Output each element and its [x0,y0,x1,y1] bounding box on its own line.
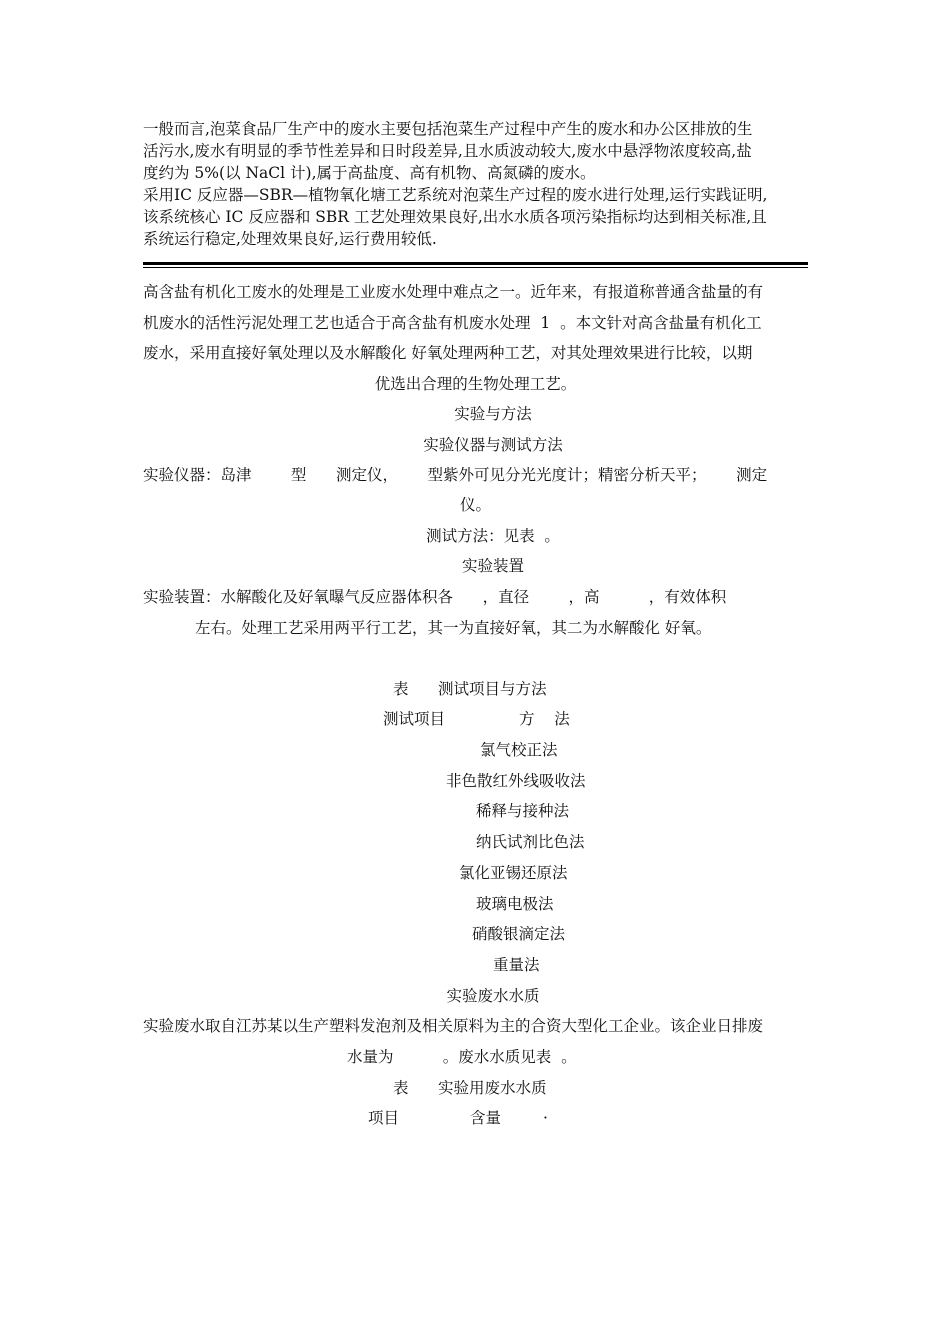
abstract-line-1: 一般而言,泡菜食品厂生产中的废水主要包括泡菜生产过程中产生的废水和办公区排放的生 [143,120,753,138]
intro-line-1: 高含盐有机化工废水的处理是工业废水处理中难点之一。近年来，有报道称普通含盐量的有 [143,283,764,301]
separator-rule-thick [143,262,808,265]
instruments-line-2: 仪。 [459,496,491,514]
test-method: 测试方法：见表 。 [426,527,560,545]
table1-method: 氯气校正法 [480,741,558,759]
separator-rule-thin [143,267,808,268]
intro-line-2: 机废水的活性污泥处理工艺也适合于高含盐有机废水处理 1 。本文针对高含盐量有机化工 [143,314,762,332]
table2-header-item: 项目 [368,1109,400,1127]
table1-method: 硝酸银滴定法 [472,925,566,943]
table1-method: 纳氏试剂比色法 [476,833,585,851]
table2-header-unit: · [543,1109,548,1127]
table1-method: 稀释与接种法 [476,802,570,820]
table1-method: 非色散红外线吸收法 [446,772,586,790]
section-title: 实验与方法 [454,405,532,423]
table1-method: 氯化亚锡还原法 [459,864,568,882]
table1-caption: 表 测试项目与方法 [393,680,547,698]
apparatus-line-2: 左右。处理工艺采用两平行工艺，其一为直接好氧，其二为水解酸化 好氧。 [195,619,712,637]
subsection-instruments: 实验仪器与测试方法 [423,436,563,454]
intro-line-3: 废水，采用直接好氧处理以及水解酸化 好氧处理两种工艺，对其处理效果进行比较，以期 [143,344,753,362]
abstract-line-5: 该系统核心 IC 反应器和 SBR 工艺处理效果良好,出水水质各项污染指标均达到相关标准,且 [143,208,767,226]
abstract-line-6: 系统运行稳定,处理效果良好,运行费用较低. [143,230,437,248]
table1-header-method: 方 法 [519,710,570,728]
wastewater-line-1: 实验废水取自江苏某以生产塑料发泡剂及相关原料为主的合资大型化工企业。该企业日排废 [143,1017,764,1035]
wastewater-line-2: 水量为 。废水水质见表 。 [347,1048,577,1066]
apparatus-line-1: 实验装置：水解酸化及好氧曝气反应器体积各 ，直径 ，高 ，有效体积 [143,588,727,606]
intro-last-line: 优选出合理的生物处理工艺。 [374,375,577,393]
subsection-apparatus: 实验装置 [461,557,524,575]
abstract-line-3: 度约为 5%(以 NaCl 计),属于高盐度、高有机物、高氮磷的废水。 [143,164,596,182]
table1-method: 重量法 [493,956,540,974]
table2-caption: 表 实验用废水水质 [393,1079,547,1097]
subsection-wastewater: 实验废水水质 [446,987,540,1005]
table1-method: 玻璃电极法 [476,895,554,913]
table2-header-content: 含量 [470,1109,502,1127]
instruments-line-1: 实验仪器：岛津 型 测定仪， 型紫外可见分光光度计；精密分析天平； 测定 [143,466,768,484]
abstract-line-2: 活污水,废水有明显的季节性差异和日时段差异,且水质波动较大,废水中悬浮物浓度较高,盐 [143,142,752,160]
abstract-line-4: 采用IC 反应器—SBR—植物氧化塘工艺系统对泡菜生产过程的废水进行处理,运行实践证明, [143,186,768,204]
table1-header-item: 测试项目 [383,710,446,728]
